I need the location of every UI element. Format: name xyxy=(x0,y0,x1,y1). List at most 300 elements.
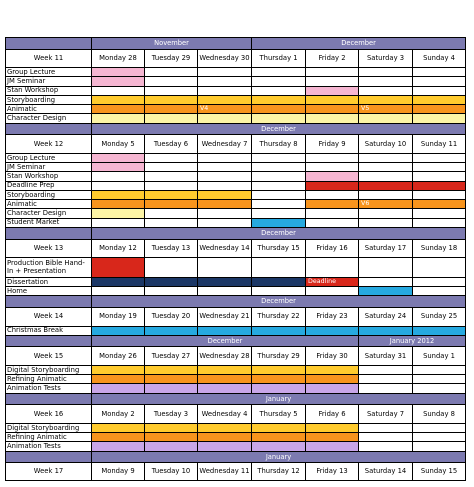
schedule-cell xyxy=(306,172,359,181)
day-header: Tuesday 27 xyxy=(145,347,198,366)
activity-row xyxy=(6,433,466,442)
day-header: Tuesday 10 xyxy=(145,463,198,481)
schedule-cell xyxy=(198,433,252,442)
day-header: Thursday 29 xyxy=(252,347,306,366)
day-header: Saturday 3 xyxy=(359,49,413,68)
schedule-cell xyxy=(413,287,466,296)
schedule-note: V4 xyxy=(198,105,252,114)
week-label: Week 17 xyxy=(6,463,92,481)
schedule-cell xyxy=(145,86,198,95)
schedule-cell xyxy=(198,326,252,335)
schedule-note: Deadline xyxy=(306,277,359,286)
schedule-cell xyxy=(306,77,359,86)
activity-row xyxy=(6,86,466,95)
day-header: Saturday 7 xyxy=(359,405,413,424)
schedule-cell xyxy=(252,375,306,384)
day-header: Tuesday 6 xyxy=(145,135,198,154)
schedule-cell xyxy=(306,95,359,104)
activity-label: Animatic xyxy=(6,105,92,114)
day-header: Tuesday 3 xyxy=(145,405,198,424)
activity-row xyxy=(6,172,466,181)
schedule-cell xyxy=(198,277,252,286)
schedule-cell xyxy=(359,68,413,77)
schedule-cell xyxy=(306,200,359,209)
day-header: Saturday 14 xyxy=(359,463,413,481)
schedule-cell xyxy=(92,375,145,384)
month-header-blank xyxy=(6,296,92,308)
schedule-cell xyxy=(145,277,198,286)
schedule-cell xyxy=(145,95,198,104)
schedule-cell xyxy=(92,209,145,218)
schedule-cell xyxy=(359,433,413,442)
schedule-cell xyxy=(92,190,145,199)
day-header: Wednesday 28 xyxy=(198,347,252,366)
schedule-cell xyxy=(252,423,306,432)
day-header: Wednesday 30 xyxy=(198,49,252,68)
activity-row xyxy=(6,365,466,374)
schedule-cell xyxy=(252,277,306,286)
schedule-cell xyxy=(92,442,145,451)
schedule-cell xyxy=(145,200,198,209)
schedule-cell xyxy=(92,277,145,286)
schedule-cell xyxy=(92,163,145,172)
day-header: Friday 9 xyxy=(306,135,359,154)
month-header-blank xyxy=(6,451,92,463)
schedule-cell xyxy=(252,86,306,95)
schedule-cell xyxy=(359,258,413,278)
schedule-cell xyxy=(413,258,466,278)
schedule-cell xyxy=(145,172,198,181)
activity-row xyxy=(6,423,466,432)
day-header: Thursday 1 xyxy=(252,49,306,68)
day-header: Friday 2 xyxy=(306,49,359,68)
schedule-cell xyxy=(413,153,466,162)
schedule-cell xyxy=(306,375,359,384)
activity-label: Character Design xyxy=(6,114,92,123)
schedule-cell xyxy=(145,287,198,296)
activity-row xyxy=(6,277,466,286)
month-header-blank xyxy=(6,38,92,50)
activity-label: Refining Animatic xyxy=(6,375,92,384)
schedule-cell xyxy=(92,423,145,432)
week-days-row xyxy=(6,135,466,154)
activity-label: Storyboarding xyxy=(6,190,92,199)
schedule-cell xyxy=(198,114,252,123)
week-days-row xyxy=(6,463,466,481)
schedule-cell xyxy=(145,218,198,227)
schedule-cell xyxy=(145,105,198,114)
week-days-row xyxy=(6,239,466,258)
day-header: Sunday 18 xyxy=(413,239,466,258)
schedule-cell xyxy=(198,365,252,374)
day-header: Friday 30 xyxy=(306,347,359,366)
day-header: Wednesday 14 xyxy=(198,239,252,258)
schedule-cell xyxy=(252,287,306,296)
schedule-cell xyxy=(306,181,359,190)
day-header: Sunday 8 xyxy=(413,405,466,424)
activity-label: Animation Tests xyxy=(6,442,92,451)
day-header: Monday 26 xyxy=(92,347,145,366)
schedule-cell xyxy=(359,153,413,162)
month-header-row xyxy=(6,393,466,405)
activity-label: Christmas Break xyxy=(6,326,92,335)
schedule-cell xyxy=(359,77,413,86)
schedule-cell xyxy=(198,218,252,227)
day-header: Saturday 10 xyxy=(359,135,413,154)
schedule-cell xyxy=(306,218,359,227)
day-header: Sunday 11 xyxy=(413,135,466,154)
activity-label: Digital Storyboarding xyxy=(6,423,92,432)
schedule-cell xyxy=(252,218,306,227)
schedule-cell xyxy=(252,442,306,451)
schedule-cell xyxy=(413,68,466,77)
schedule-cell xyxy=(92,114,145,123)
activity-label: Character Design xyxy=(6,209,92,218)
schedule-cell xyxy=(413,86,466,95)
schedule-cell xyxy=(92,200,145,209)
week-label: Week 13 xyxy=(6,239,92,258)
month-header-blank xyxy=(6,228,92,240)
activity-label: JM Seminar xyxy=(6,77,92,86)
day-header: Monday 19 xyxy=(92,307,145,326)
activity-row xyxy=(6,190,466,199)
schedule-cell xyxy=(306,163,359,172)
month-header: December xyxy=(92,296,466,308)
month-header: November xyxy=(92,38,252,50)
month-header-blank xyxy=(6,335,92,347)
schedule-cell xyxy=(359,287,413,296)
schedule-cell xyxy=(145,433,198,442)
day-header: Sunday 15 xyxy=(413,463,466,481)
schedule-cell xyxy=(306,153,359,162)
schedule-cell xyxy=(413,105,466,114)
schedule-cell xyxy=(413,172,466,181)
schedule-cell xyxy=(252,163,306,172)
schedule-cell xyxy=(359,209,413,218)
day-header: Wednesday 4 xyxy=(198,405,252,424)
day-header: Friday 23 xyxy=(306,307,359,326)
day-header: Sunday 4 xyxy=(413,49,466,68)
schedule-cell xyxy=(198,209,252,218)
activity-label: Group Lecture xyxy=(6,153,92,162)
schedule-cell xyxy=(145,365,198,374)
schedule-cell xyxy=(306,86,359,95)
schedule-cell xyxy=(359,218,413,227)
schedule-cell xyxy=(413,384,466,393)
schedule-cell xyxy=(198,384,252,393)
activity-label: Deadline Prep xyxy=(6,181,92,190)
month-header: January xyxy=(92,451,466,463)
schedule-cell xyxy=(359,95,413,104)
schedule-cell xyxy=(145,68,198,77)
activity-row xyxy=(6,375,466,384)
schedule-cell xyxy=(306,105,359,114)
schedule-cell xyxy=(92,172,145,181)
day-header: Friday 16 xyxy=(306,239,359,258)
activity-row xyxy=(6,326,466,335)
schedule-cell xyxy=(413,77,466,86)
activity-label: Production Bible Hand-In + Presentation xyxy=(6,258,92,278)
month-header: December xyxy=(252,38,466,50)
day-header: Thursday 8 xyxy=(252,135,306,154)
schedule-cell xyxy=(92,326,145,335)
schedule-cell xyxy=(92,77,145,86)
schedule-cell xyxy=(413,190,466,199)
day-header: Wednesday 21 xyxy=(198,307,252,326)
month-header-blank xyxy=(6,393,92,405)
month-header-row xyxy=(6,335,466,347)
day-header: Wednesday 7 xyxy=(198,135,252,154)
schedule-cell xyxy=(252,172,306,181)
schedule-cell xyxy=(413,423,466,432)
schedule-cell xyxy=(359,365,413,374)
day-header: Monday 5 xyxy=(92,135,145,154)
schedule-cell xyxy=(198,68,252,77)
week-days-row xyxy=(6,405,466,424)
day-header: Sunday 25 xyxy=(413,307,466,326)
day-header: Monday 9 xyxy=(92,463,145,481)
schedule-cell xyxy=(198,77,252,86)
day-header: Thursday 22 xyxy=(252,307,306,326)
schedule-cell xyxy=(359,375,413,384)
activity-row xyxy=(6,384,466,393)
schedule-cell xyxy=(252,258,306,278)
production-schedule-table xyxy=(5,37,466,481)
activity-row xyxy=(6,153,466,162)
schedule-cell xyxy=(145,190,198,199)
month-header-row xyxy=(6,228,466,240)
activity-row xyxy=(6,442,466,451)
schedule-cell xyxy=(413,326,466,335)
schedule-cell xyxy=(198,258,252,278)
schedule-cell xyxy=(252,209,306,218)
day-header: Tuesday 13 xyxy=(145,239,198,258)
day-header: Friday 13 xyxy=(306,463,359,481)
activity-row xyxy=(6,287,466,296)
week-label: Week 14 xyxy=(6,307,92,326)
activity-label: Stan Workshop xyxy=(6,172,92,181)
schedule-cell xyxy=(92,433,145,442)
schedule-cell xyxy=(145,326,198,335)
schedule-cell xyxy=(306,209,359,218)
schedule-cell xyxy=(252,365,306,374)
schedule-cell xyxy=(92,365,145,374)
schedule-cell xyxy=(92,153,145,162)
schedule-cell xyxy=(413,163,466,172)
month-header: December xyxy=(92,335,359,347)
schedule-cell xyxy=(252,77,306,86)
schedule-cell xyxy=(252,181,306,190)
schedule-cell xyxy=(92,95,145,104)
activity-label: Animation Tests xyxy=(6,384,92,393)
week-label: Week 15 xyxy=(6,347,92,366)
schedule-cell xyxy=(198,287,252,296)
activity-label: Group Lecture xyxy=(6,68,92,77)
schedule-cell xyxy=(198,190,252,199)
schedule-cell xyxy=(359,86,413,95)
month-header-row xyxy=(6,296,466,308)
month-header: December xyxy=(92,123,466,135)
week-label: Week 12 xyxy=(6,135,92,154)
schedule-cell xyxy=(145,375,198,384)
schedule-cell xyxy=(198,95,252,104)
schedule-note: V5 xyxy=(359,105,413,114)
month-header: December xyxy=(92,228,466,240)
schedule-cell xyxy=(198,153,252,162)
schedule-cell xyxy=(252,190,306,199)
day-header: Tuesday 29 xyxy=(145,49,198,68)
activity-label: Stan Workshop xyxy=(6,86,92,95)
week-days-row xyxy=(6,307,466,326)
activity-row xyxy=(6,163,466,172)
activity-label: Refining Animatic xyxy=(6,433,92,442)
schedule-cell xyxy=(413,218,466,227)
month-header: January xyxy=(92,393,466,405)
schedule-cell xyxy=(413,95,466,104)
schedule-cell xyxy=(145,258,198,278)
schedule-cell xyxy=(359,277,413,286)
schedule-cell xyxy=(252,326,306,335)
month-header-row xyxy=(6,123,466,135)
day-header: Saturday 24 xyxy=(359,307,413,326)
schedule-cell xyxy=(306,68,359,77)
schedule-cell xyxy=(413,209,466,218)
schedule-cell xyxy=(92,384,145,393)
schedule-cell xyxy=(252,95,306,104)
schedule-cell xyxy=(413,277,466,286)
schedule-cell xyxy=(306,442,359,451)
schedule-cell xyxy=(198,442,252,451)
schedule-cell xyxy=(359,442,413,451)
day-header: Thursday 12 xyxy=(252,463,306,481)
day-header: Monday 2 xyxy=(92,405,145,424)
schedule-cell xyxy=(306,326,359,335)
schedule-cell xyxy=(92,105,145,114)
schedule-cell xyxy=(252,200,306,209)
schedule-cell xyxy=(306,365,359,374)
activity-row xyxy=(6,105,466,114)
day-header: Thursday 15 xyxy=(252,239,306,258)
day-header: Tuesday 20 xyxy=(145,307,198,326)
schedule-cell xyxy=(252,433,306,442)
activity-row xyxy=(6,209,466,218)
activity-label: Storyboarding xyxy=(6,95,92,104)
activity-label: Dissertation xyxy=(6,277,92,286)
schedule-cell xyxy=(413,181,466,190)
schedule-cell xyxy=(145,153,198,162)
schedule-cell xyxy=(145,384,198,393)
schedule-cell xyxy=(306,190,359,199)
month-header: January 2012 xyxy=(359,335,466,347)
schedule-cell xyxy=(252,68,306,77)
schedule-cell xyxy=(145,423,198,432)
day-header: Saturday 31 xyxy=(359,347,413,366)
schedule-cell xyxy=(145,209,198,218)
activity-row xyxy=(6,114,466,123)
month-header-row xyxy=(6,38,466,50)
day-header: Friday 6 xyxy=(306,405,359,424)
schedule-cell xyxy=(145,181,198,190)
schedule-cell xyxy=(306,384,359,393)
schedule-cell xyxy=(198,163,252,172)
schedule-cell xyxy=(413,200,466,209)
schedule-cell xyxy=(145,442,198,451)
schedule-cell xyxy=(198,375,252,384)
schedule-cell xyxy=(306,114,359,123)
schedule-cell xyxy=(252,153,306,162)
schedule-cell xyxy=(252,105,306,114)
day-header: Monday 12 xyxy=(92,239,145,258)
schedule-cell xyxy=(413,114,466,123)
schedule-cell xyxy=(413,375,466,384)
activity-row xyxy=(6,95,466,104)
schedule-cell xyxy=(145,77,198,86)
activity-row xyxy=(6,218,466,227)
day-header: Monday 28 xyxy=(92,49,145,68)
schedule-cell xyxy=(198,200,252,209)
schedule-cell xyxy=(413,365,466,374)
schedule-cell xyxy=(306,433,359,442)
schedule-cell xyxy=(92,218,145,227)
week-label: Week 16 xyxy=(6,405,92,424)
schedule-cell xyxy=(198,86,252,95)
activity-label: Digital Storyboarding xyxy=(6,365,92,374)
schedule-cell xyxy=(359,163,413,172)
schedule-cell xyxy=(306,423,359,432)
week-days-row xyxy=(6,49,466,68)
schedule-cell xyxy=(92,287,145,296)
schedule-cell xyxy=(359,181,413,190)
schedule-cell xyxy=(92,68,145,77)
schedule-cell xyxy=(359,172,413,181)
schedule-cell xyxy=(198,423,252,432)
month-header-row xyxy=(6,451,466,463)
day-header: Wednesday 11 xyxy=(198,463,252,481)
activity-row xyxy=(6,200,466,209)
activity-row xyxy=(6,181,466,190)
schedule-cell xyxy=(359,423,413,432)
schedule-cell xyxy=(359,384,413,393)
month-header-blank xyxy=(6,123,92,135)
schedule-cell xyxy=(252,384,306,393)
day-header: Thursday 5 xyxy=(252,405,306,424)
week-label: Week 11 xyxy=(6,49,92,68)
activity-row xyxy=(6,77,466,86)
day-header: Saturday 17 xyxy=(359,239,413,258)
schedule-cell xyxy=(92,181,145,190)
schedule-cell xyxy=(92,258,145,278)
schedule-cell xyxy=(145,114,198,123)
schedule-cell xyxy=(198,172,252,181)
week-days-row xyxy=(6,347,466,366)
day-header: Sunday 1 xyxy=(413,347,466,366)
schedule-cell xyxy=(252,114,306,123)
schedule-cell xyxy=(359,190,413,199)
schedule-cell xyxy=(198,181,252,190)
schedule-note: V6 xyxy=(359,200,413,209)
schedule-cell xyxy=(359,114,413,123)
schedule-cell xyxy=(306,258,359,278)
activity-row xyxy=(6,68,466,77)
schedule-cell xyxy=(413,433,466,442)
activity-label: Home xyxy=(6,287,92,296)
activity-row xyxy=(6,258,466,278)
schedule-cell xyxy=(92,86,145,95)
schedule-cell xyxy=(413,442,466,451)
schedule-cell xyxy=(306,287,359,296)
activity-label: Animatic xyxy=(6,200,92,209)
schedule-cell xyxy=(359,326,413,335)
